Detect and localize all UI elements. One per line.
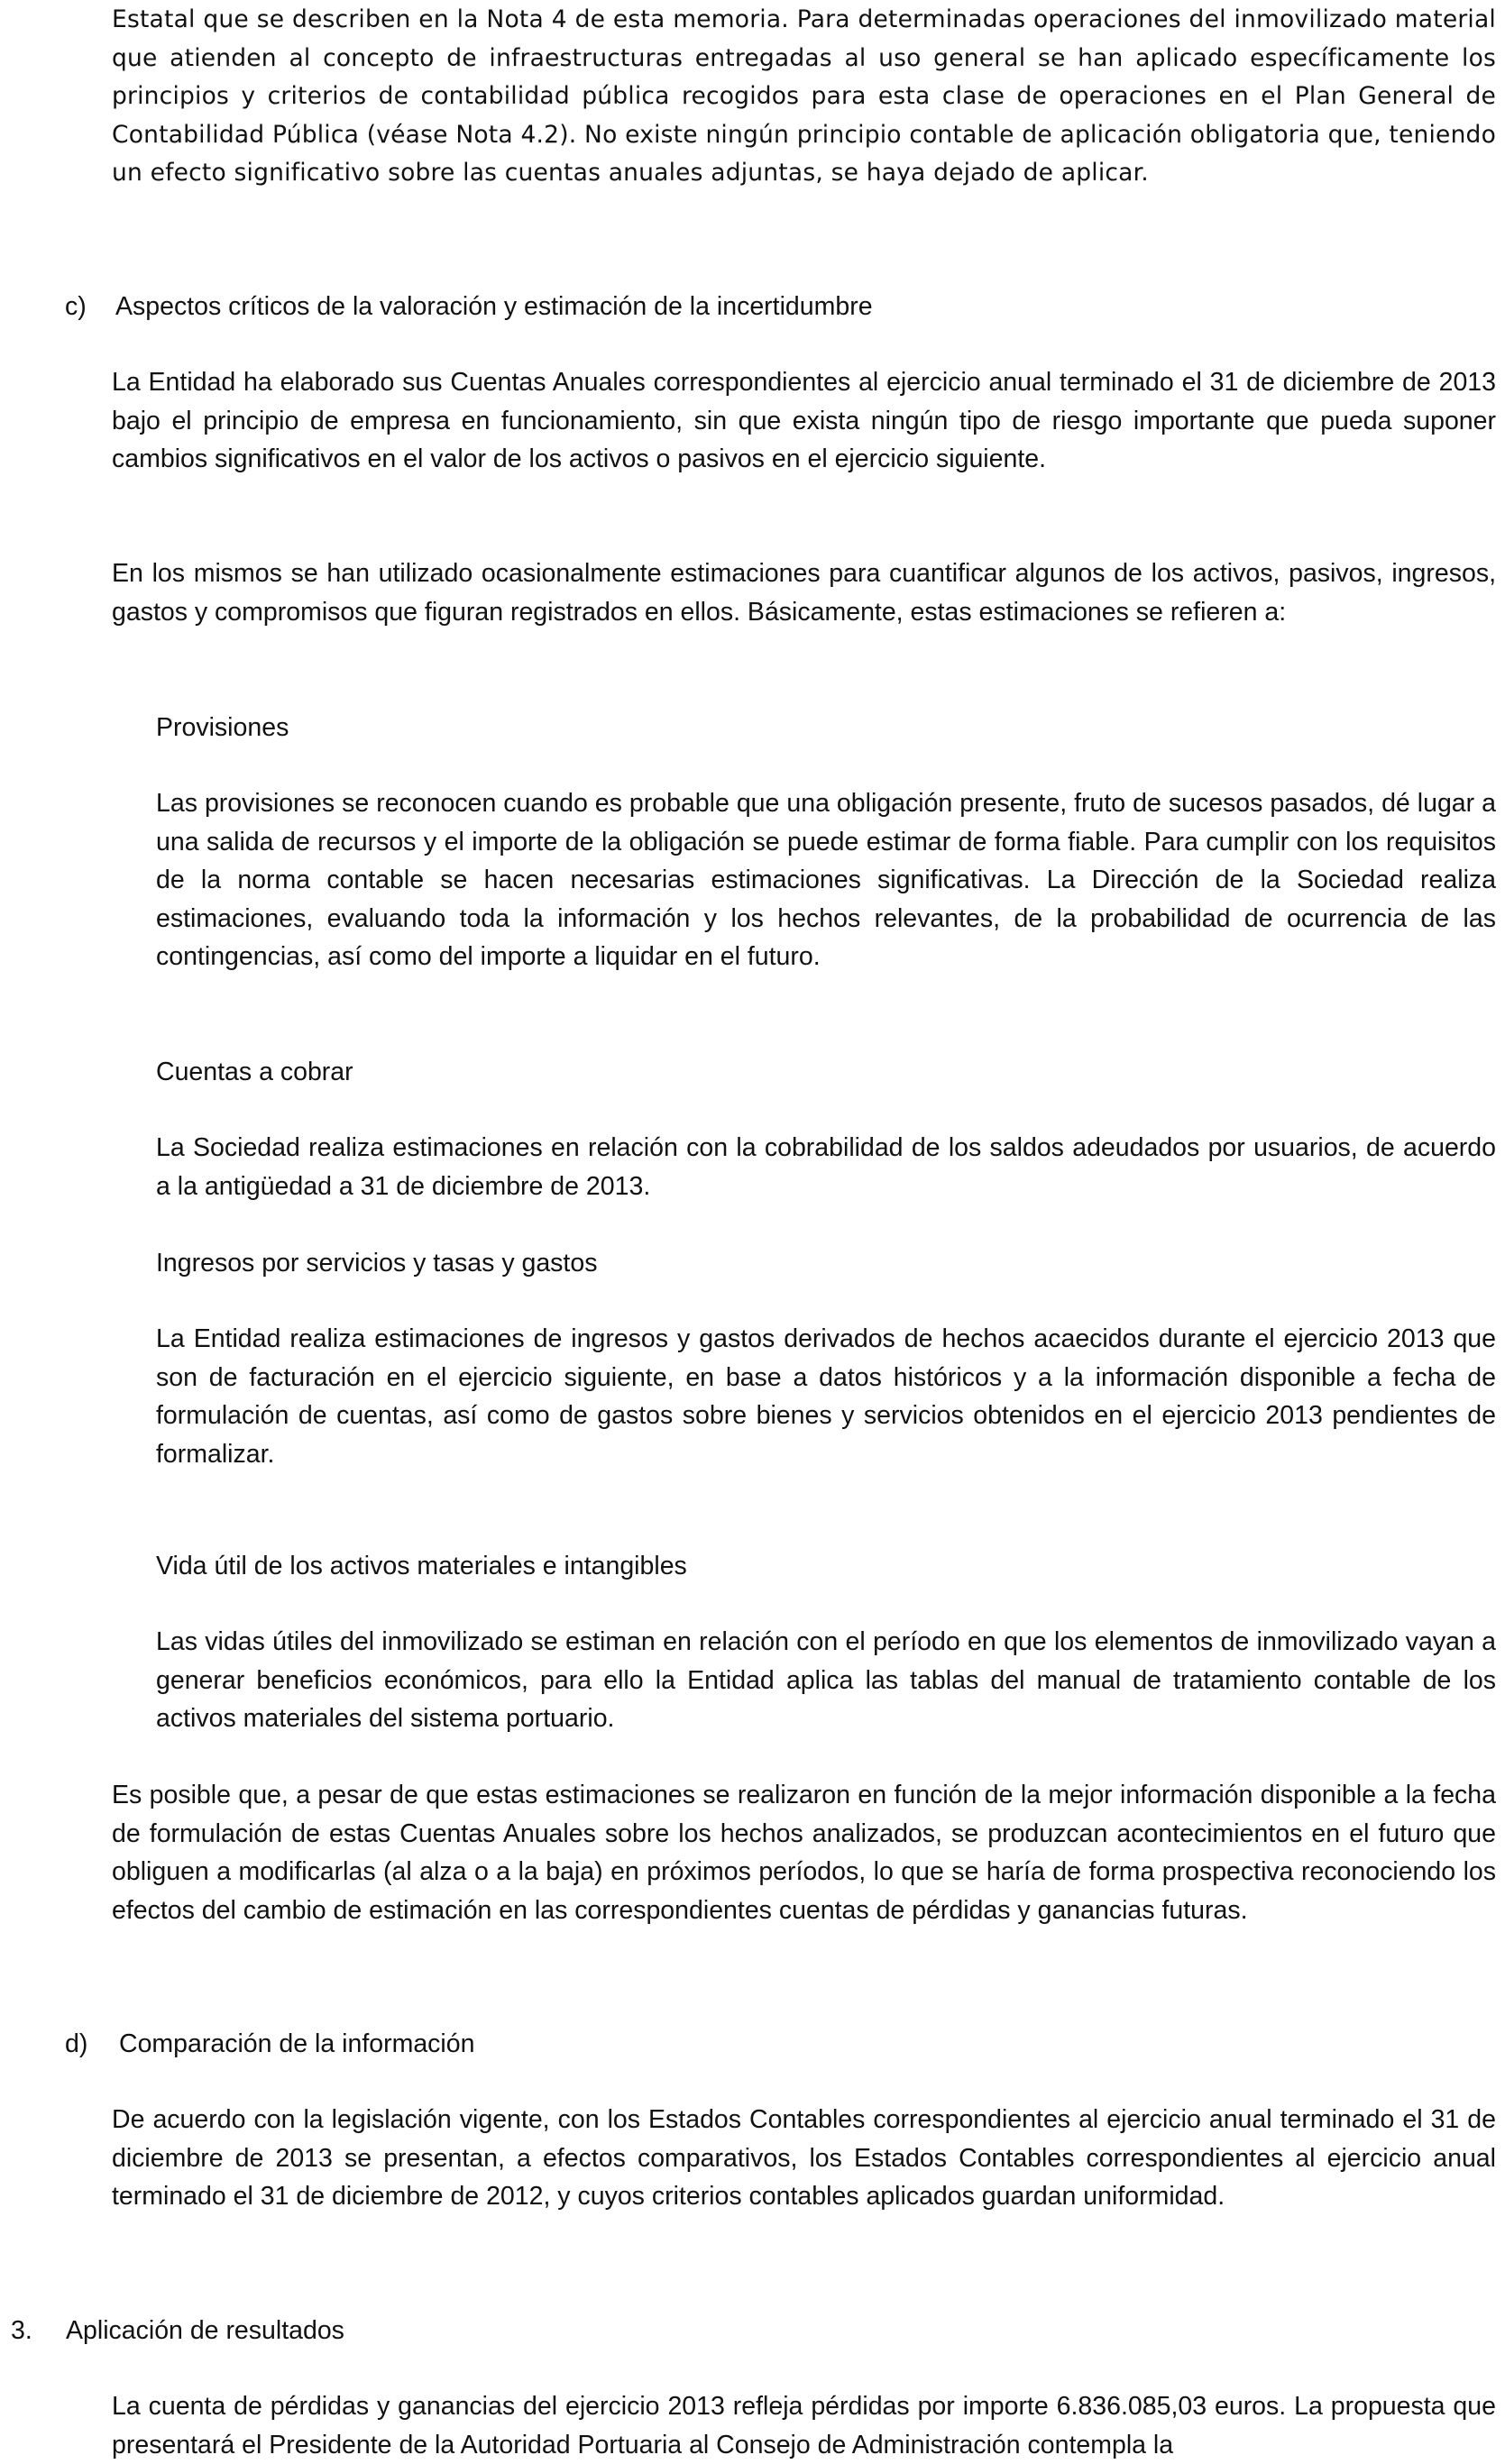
section-3-heading <box>11 2312 344 2350</box>
section-3-marker: 3. <box>11 2316 32 2345</box>
section-d-title: Comparación de la información <box>119 2029 475 2058</box>
section-c-paragraph-2: En los mismos se han utilizado ocasionalmente estimaciones para cuantificar algunos de los activos, pasivos, ingresos, gastos y compromisos que figuran registrados en ellos. Básicamente, estas estimaciones se refieren a: <box>112 559 1496 627</box>
provisiones-title: Provisiones <box>156 713 289 742</box>
ingresos-title: Ingresos por servicios y tasas y gastos <box>156 1249 598 1278</box>
vida-util-text: Las vidas útiles del inmovilizado se estiman en relación con el período en que los elementos de inmovilizado vayan a generar beneficios económicos, para ello la Entidad aplica las tablas del manual de tratamiento contable de los activos materiales del sistema portuario. <box>156 1627 1496 1733</box>
ingresos-text: La Entidad realiza estimaciones de ingresos y gastos derivados de hechos acaecidos durante el ejercicio 2013 que son de facturación en el ejercicio siguiente, en base a datos históricos y a la información disponible a fecha de formulación de cuentas, así como de gastos sobre bienes y servicios obtenidos en el ejercicio 2013 pendientes de formalizar. <box>156 1324 1496 1469</box>
intro-paragraph: Estatal que se describen en la Nota 4 de esta memoria. Para determinadas operaciones del inmovilizado material que atienden al concepto de infraestructuras entregadas al uso general se han aplicado específicamente los principios y criterios de contabilidad pública recogidos para esta clase de operaciones en el Plan General de Contabilidad Pública (véase Nota 4.2). No existe ningún principio contable de aplicación obligatoria que, teniendo un efecto significativo sobre las cuentas anuales adjuntas, se haya dejado de aplicar. <box>112 5 1496 187</box>
section-c-title: Aspectos críticos de la valoración y estimación de la incertidumbre <box>115 292 873 321</box>
estimaciones-closing-paragraph: Es posible que, a pesar de que estas estimaciones se realizaron en función de la mejor información disponible a la fecha de formulación de estas Cuentas Anuales sobre los hechos analizados, se produzcan acontecimientos en el futuro que obliguen a modificarlas (al alza o a la baja) en próximos períodos, lo que se haría de forma prospectiva reconociendo los efectos del cambio de estimación en las correspondientes cuentas de pérdidas y ganancias futuras. <box>112 1781 1496 1925</box>
section-3-text: La cuenta de pérdidas y ganancias del ejercicio 2013 refleja pérdidas por importe 6.836.085,03 euros. La propuesta que presentará el Presidente de la Autoridad Portuaria al Consejo de Administración contempla la <box>112 2392 1496 2459</box>
section-d-text: De acuerdo con la legislación vigente, con los Estados Contables correspondientes al ejercicio anual terminado el 31 de diciembre de 2013 se presentan, a efectos comparativos, los Estados Contables correspondientes al ejercicio anual terminado el 31 de diciembre de 2012, y cuyos criterios contables aplicados guardan uniformidad. <box>112 2105 1496 2211</box>
section-3-title: Aplicación de resultados <box>66 2316 344 2345</box>
section-d-heading <box>65 2025 474 2064</box>
vida-util-title: Vida útil de los activos materiales e intangibles <box>156 1552 687 1580</box>
section-c-marker: c) <box>65 292 87 321</box>
provisiones-text: Las provisiones se reconocen cuando es probable que una obligación presente, fruto de sucesos pasados, dé lugar a una salida de recursos y el importe de la obligación se puede estimar de forma fiable. Para cumplir con los requisitos de la norma contable se hacen necesarias estimaciones significativas. La Dirección de la Sociedad realiza estimaciones, evaluando toda la información y los hechos relevantes, de la probabilidad de ocurrencia de las contingencias, así como del importe a liquidar en el futuro. <box>156 789 1496 971</box>
cuentas-text: La Sociedad realiza estimaciones en relación con la cobrabilidad de los saldos adeudados por usuarios, de acuerdo a la antigüedad a 31 de diciembre de 2013. <box>156 1133 1496 1201</box>
section-d-marker: d) <box>65 2029 88 2058</box>
section-c-heading <box>65 288 873 326</box>
cuentas-title: Cuentas a cobrar <box>156 1058 353 1086</box>
section-c-paragraph-1: La Entidad ha elaborado sus Cuentas Anuales correspondientes al ejercicio anual terminado el 31 de diciembre de 2013 bajo el principio de empresa en funcionamiento, sin que exista ningún tipo de riesgo importante que pueda suponer cambios significativos en el valor de los activos o pasivos en el ejercicio siguiente. <box>112 368 1496 473</box>
